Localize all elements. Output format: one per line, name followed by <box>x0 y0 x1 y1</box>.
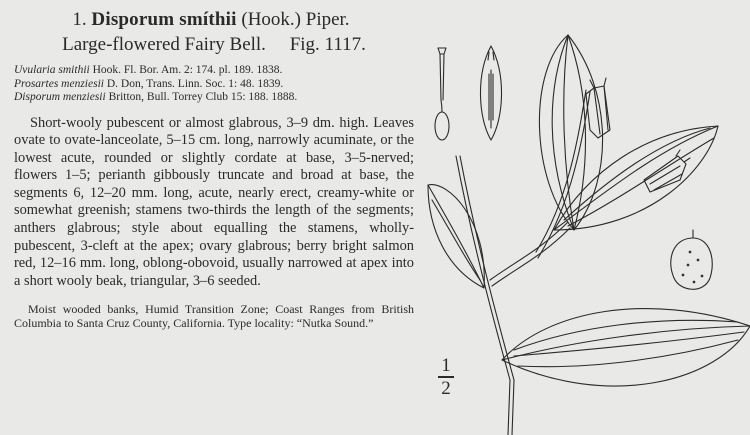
habitat-note: Moist wooded banks, Humid Transition Zone; Coast Ranges from British Columbia to Santa Cruz County, California. Type locality: “Nutka Sound.” <box>14 302 414 331</box>
botanical-illustration <box>418 30 750 435</box>
leaf-left <box>428 185 484 288</box>
scale-numerator: 1 <box>441 355 451 376</box>
species-name: Disporum smíthii <box>91 9 237 30</box>
text-column <box>14 8 414 331</box>
species-number: 1. <box>72 9 87 30</box>
common-name-line <box>14 33 414 57</box>
species-authority: (Hook.) Piper. <box>241 9 350 30</box>
synonym-name: Prosartes menziesii <box>14 77 104 90</box>
common-name: Large-flowered Fairy Bell. <box>62 34 266 55</box>
synonymy <box>14 64 414 105</box>
flower-upper <box>586 78 610 138</box>
figure-reference: Fig. 1117. <box>289 34 366 55</box>
species-title <box>8 8 414 32</box>
synonym-entry <box>14 78 414 92</box>
leaf-bottom <box>502 309 750 386</box>
leaf-right <box>554 126 718 230</box>
scale-fraction <box>438 356 454 398</box>
synonym-reference: D. Don, Trans. Linn. Soc. 1: 48. 1839. <box>106 77 284 90</box>
scale-denominator: 2 <box>441 377 451 399</box>
berry <box>671 230 713 289</box>
synonym-reference: Britton, Bull. Torrey Club 15: 188. 1888. <box>108 91 298 103</box>
synonym-name: Disporum menziesii <box>14 91 106 103</box>
petal-detail <box>480 46 501 140</box>
synonym-entry <box>14 91 414 105</box>
species-description: Short-wooly pubescent or almost glabrous, 3–9 dm. high. Leaves ovate to ovate-lanceolate, 5–15 cm. long, narrowly acuminate, or the lowest acute, rounded or slightly cordate at base, 3–5-nerved; flowers 1–5; perianth gibbously truncate and broad at base, the segments 6, 12–20 mm. long, acute, nearly erect, creamy-white or somewhat greenish; stamens two-thirds the length of the segments; anthers glabrous; style about equalling the stamens, wholly-pubescent, 3-cleft at the apex; ovary glabrous; berry bright salmon red, 12–16 mm. long, oblong-obovoid, usually narrowed at apex into a short wooly beak, triangular, 3–6 seeded. <box>14 114 414 289</box>
plant-stem <box>456 90 590 435</box>
synonym-reference: Hook. Fl. Bor. Am. 2: 174. pl. 189. 1838. <box>92 64 283 76</box>
synonym-entry <box>14 64 414 78</box>
synonym-name: Uvularia smithii <box>14 64 90 76</box>
stamen-detail <box>435 48 449 140</box>
